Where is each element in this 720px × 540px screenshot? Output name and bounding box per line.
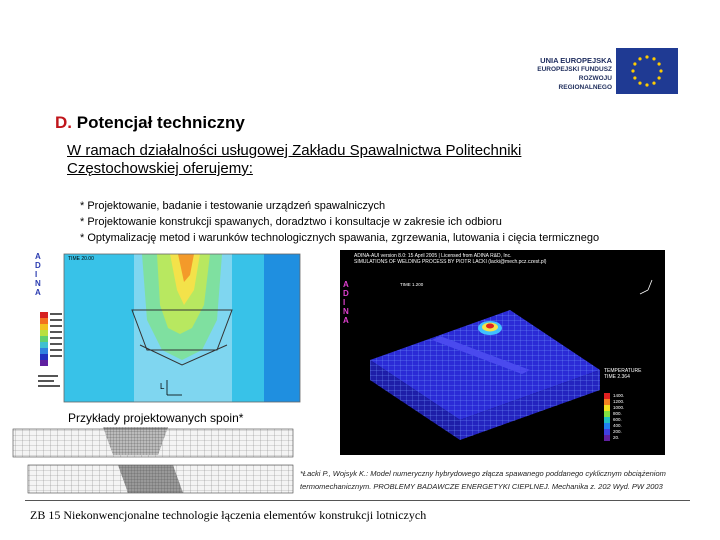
eu-flag-icon — [616, 48, 678, 94]
eu-star-icon — [631, 69, 634, 72]
adina-watermark-right: A D I N A — [343, 280, 349, 325]
eu-star-icon — [658, 76, 661, 79]
eu-star-icon — [652, 82, 655, 85]
left-figure-axis-label: L — [160, 382, 165, 391]
eu-star-icon — [638, 82, 641, 85]
temperature-legend-title: TEMPERATURE TIME 2.364 — [604, 368, 642, 380]
section-title: Potencjał techniczny — [76, 113, 245, 132]
footer-text: ZB 15 Niekonwencjonalne technologie łączenia elementów konstrukcji lotniczych — [30, 508, 427, 522]
right-figure-time: TIME 1.200 — [400, 282, 424, 287]
weld-cross-section-figure — [32, 250, 302, 405]
left-figure-time: TIME 20.00 — [68, 256, 94, 262]
eu-star-icon — [658, 62, 661, 65]
eu-star-icon — [645, 83, 648, 86]
eu-logo-line-3: ROZWOJU REGIONALNEGO — [558, 75, 612, 91]
reference-note: *Łacki P., Wojsyk K.: Model numeryczny hybrydowego złącza spawanego poddanego cyklicznym obciążeniom termomechanicznym. PROBLEMY BADAWCZE ENERGETYKI CIEPLNEJ. Mechanika z. 202 Wyd. PW 2003 — [300, 469, 666, 491]
temperature-legend-values: 1400. 1200. 1000. 800. 600. 400. 200. 20. — [613, 393, 625, 440]
eu-star-icon — [638, 57, 641, 60]
service-list — [80, 198, 599, 246]
eu-stars — [616, 48, 678, 94]
weld-mesh-figure — [8, 425, 303, 497]
eu-star-icon — [633, 62, 636, 65]
service-item: * Projektowanie konstrukcji spawanych, doradztwo i konsultacje w zakresie ich odbioru — [80, 216, 502, 228]
right-figure-title: ADINA-AUI version 8.0: 15 April 2005 | Licensed from ADINA R&D, Inc. SIMULATIONS OF WELDING PROCESS BY PIOTR LACKI (lacki@mech.pcz.czest.pl) — [354, 253, 547, 265]
eu-logo-line-2: EUROPEJSKI FUNDUSZ — [537, 66, 612, 73]
eu-logo-line-1: UNIA EUROPEJSKA — [540, 56, 612, 65]
eu-star-icon — [659, 69, 662, 72]
section-heading — [55, 113, 245, 133]
figure-caption: Przykłady projektowanych spoin* — [68, 411, 244, 425]
service-item: * Projektowanie, badanie i testowanie urządzeń spawalniczych — [80, 200, 386, 212]
section-letter: D. — [55, 113, 72, 132]
adina-watermark-left: A D I N A — [35, 252, 41, 297]
eu-star-icon — [652, 57, 655, 60]
service-item: * Optymalizację metod i warunków technologicznych spawania, zgrzewania, lutowania i cięcia termicznego — [80, 232, 600, 244]
eu-star-icon — [645, 55, 648, 58]
footer-divider — [25, 500, 690, 501]
eu-star-icon — [633, 76, 636, 79]
eu-logo-text — [528, 56, 612, 92]
welding-simulation-figure — [340, 250, 665, 455]
eu-logo — [528, 48, 678, 98]
intro-text: W ramach działalności usługowej Zakładu Spawalnictwa Politechniki Częstochowskiej oferujemy: — [67, 142, 522, 177]
